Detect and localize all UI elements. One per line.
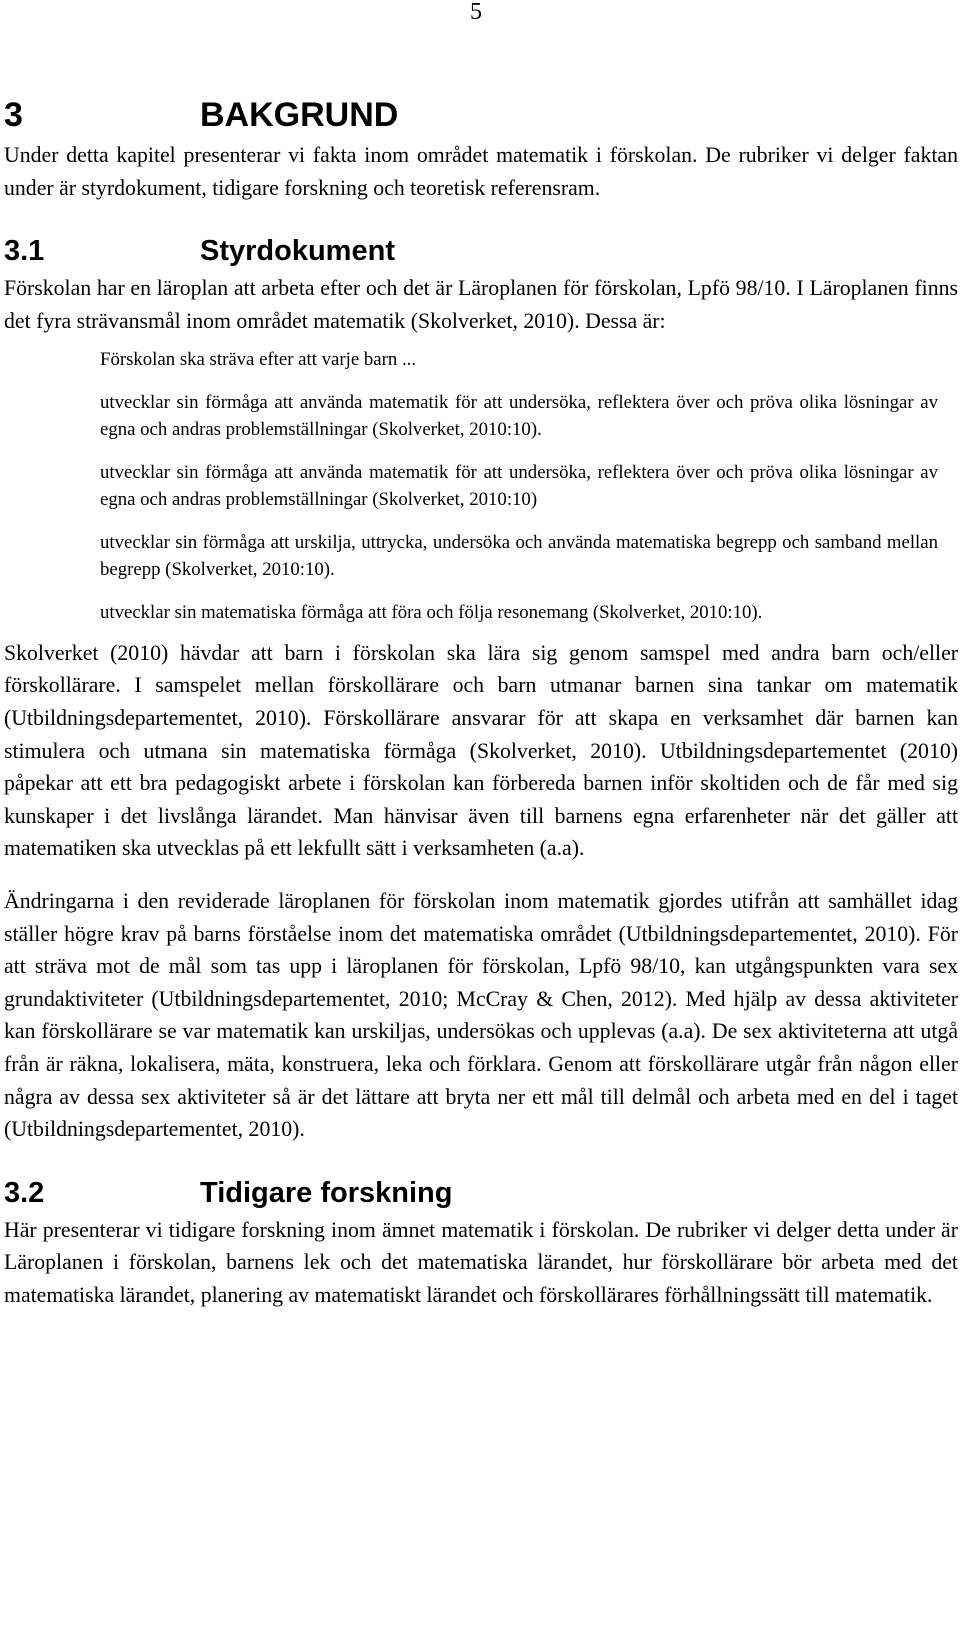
section-3-2-number: 3.2 <box>4 1176 45 1209</box>
section-3-intro: Under detta kapitel presenterar vi fakta inom området matematik i förskolan. De rubriker vi delger faktan under är styrdokument, tidigare forskning och teoretisk referensram. <box>4 143 958 200</box>
goal-item: utvecklar sin förmåga att urskilja, uttrycka, undersöka och använda matematiska begrepp och samband mellan begrepp (Skolverket, 2010:10). <box>100 532 938 580</box>
section-3-1-number: 3.1 <box>4 235 45 268</box>
section-3-heading <box>4 93 958 137</box>
section-3-1-intro: Förskolan har en läroplan att arbeta efter och det är Läroplanen för förskolan, Lpfö 98/10. I Läroplanen finns det fyra strävansmål inom området matematik (Skolverket, 2010). Dessa är: <box>4 276 958 333</box>
paragraph-revised-curriculum: Ändringarna i den reviderade läroplanen för förskolan inom matematik gjordes utifrån att samhället idag ställer högre krav på barns förståelse inom det matematiska området (Utbildningsdepartementet, 2010). För att sträva mot de mål som tas upp i läroplanen för förskolan, Lpfö 98/10, kan utgångspunkten vara sex grundaktiviteter (Utbildningsdepartementet, 2010; McCray & Chen, 2012). Med hjälp av dessa aktiviteter kan förskollärare se var matematik kan urskiljas, undersökas och upplevas (a.a). De sex aktiviteterna att utgå från är räkna, lokalisera, mäta, konstruera, leka och förklara. Genom att förskollärare utgår från någon eller några av dessa sex aktiviteter så är det lättare att bryta ner ett mål till delmål och arbeta med en del i taget (Utbildningsdepartementet, 2010). <box>4 889 958 1142</box>
section-3-1-title: Styrdokument <box>200 235 395 268</box>
goal-item: utvecklar sin matematiska förmåga att föra och följa resonemang (Skolverket, 2010:10). <box>100 602 763 624</box>
goal-item: utvecklar sin förmåga att använda matematik för att undersöka, reflektera över och pröva olika lösningar av egna och andras problemställningar (Skolverket, 2010:10). <box>100 392 938 440</box>
section-3-2-intro: Här presenterar vi tidigare forskning inom ämnet matematik i förskolan. De rubriker vi delger detta under är Läroplanen i förskolan, barnens lek och det matematiska lärandet, hur förskollärare bör arbeta med det matematiska lärandet, planering av matematiskt lärandet och förskollärares förhållningssätt till matematik. <box>4 1217 958 1307</box>
quote-intro: Förskolan ska sträva efter att varje barn ... <box>100 349 417 371</box>
document-body <box>4 93 958 1312</box>
section-3-2-title: Tidigare forskning <box>200 1176 453 1209</box>
section-3-number: 3 <box>4 96 23 134</box>
section-3-title: BAKGRUND <box>200 96 399 134</box>
page-number: 5 <box>470 0 482 25</box>
section-3-1-heading <box>4 232 958 270</box>
section-3-2-heading <box>4 1174 958 1212</box>
goal-item: utvecklar sin förmåga att använda matematik för att undersöka, reflektera över och pröva olika lösningar av egna och andras problemställningar (Skolverket, 2010:10) <box>100 462 938 510</box>
paragraph-skolverket: Skolverket (2010) hävdar att barn i förskolan ska lära sig genom samspel med andra barn och/eller förskollärare. I samspelet mellan förskollärare och barn utmanar barnen sina tankar om matematik (Utbildningsdepartementet, 2010). Förskollärare ansvarar för att skapa en verksamhet där barnen kan stimulera och utmana sin matematiska förmåga (Skolverket, 2010). Utbildningsdepartementet (2010) påpekar att ett bra pedagogiskt arbete i förskolan kan förbereda barnen inför skoltiden och de får med sig kunskaper i det livslånga lärandet. Man hänvisar även till barnens egna erfarenheter när det gäller att matematiken ska utvecklas på ett lekfullt sätt i verksamheten (a.a). <box>4 640 958 861</box>
curriculum-quote <box>100 347 938 627</box>
